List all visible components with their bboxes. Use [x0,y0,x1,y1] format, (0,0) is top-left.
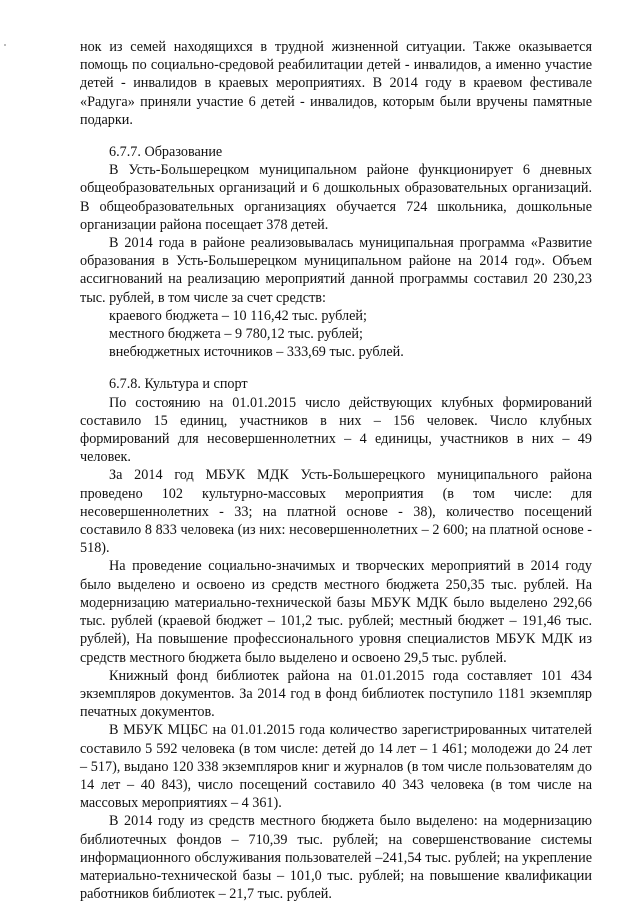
list-item-regional-budget: краевого бюджета – 10 116,42 тыс. рублей; [109,307,367,324]
paragraph-book-fund: Книжный фонд библиотек района на 01.01.2015 года составляет 101 434 экземпляров документов. За 2014 год в фонд библиотек поступило 1181 экземпляр печатных документов. [80,667,592,721]
scan-mark [4,44,6,46]
document-page [80,38,592,903]
list-item-extrabudgetary: внебюджетных источников – 333,69 тыс. рублей. [109,344,404,361]
paragraph-funding: На проведение социально-значимых и творческих мероприятий в 2014 году было выделено и освоено из средств местного бюджета 250,35 тыс. рублей. На модернизацию материально-технической базы МБУК МДК было выделено 292,66 тыс. рублей (краевой бюджет – 101,2 тыс. рублей; местный бюджет – 191,46 тыс. рублей), На повышение профессионального уровня специалистов МБУК МДК из средств местного бюджета было выделено и освоено 29,5 тыс. рублей. [80,558,592,666]
paragraph-mduk-events: За 2014 год МБУК МДК Усть-Большерецкого муниципального района проведено 102 культурно-массовых мероприятия (в том числе: для несовершеннолетних - 33; на платной основе - 38), количество посещений составило 8 833 человека (из них: несовершеннолетних – 2 600; на платной основе - 518). [80,467,592,557]
paragraph-education-organizations: В Усть-Большерецком муниципальном районе функционирует 6 дневных общеобразовательных организаций и 6 дошкольных образовательных организаций. В общеобразовательных организациях обучается 724 школьника, дошкольные организации района посещает 378 детей. [80,162,592,233]
paragraph-library-funding: В 2014 году из средств местного бюджета было выделено: на модернизацию библиотечных фондов – 710,39 тыс. рублей; на совершенствование системы информационного обслуживания пользователей –241,54 тыс. рублей; на укрепление материально-технической базы – 101,0 тыс. рублей; на повышение квалификации работников библиотек – 21,7 тыс. рублей. [80,813,592,903]
paragraph-readers: В МБУК МЦБС на 01.01.2015 года количество зарегистрированных читателей составило 5 592 человека (в том числе: детей до 14 лет – 1 461; молодежи до 24 лет – 517), выдано 120 338 экземпляров книг и журналов (в том числе пользователям до 14 лет – 40 843), число посещений составило 40 343 человека (в том числе на массовых мероприятиях – 4 361). [80,722,592,812]
section-heading-education: 6.7.7. Образование [109,144,223,161]
paragraph-club-formations: По состоянию на 01.01.2015 число действующих клубных формирований составило 15 единиц, участников в них – 156 человек. Число клубных формирований для несовершеннолетних – 4 единицы, участников в них – 49 человек. [80,394,592,466]
section-heading-culture-sport: 6.7.8. Культура и спорт [109,376,248,393]
paragraph-education-program: В 2014 года в районе реализовывалась муниципальная программа «Развитие образования в Усть-Большерецком муниципальном районе на 2014 год». Объем ассигнований на реализацию мероприятий данной программы составил 20 230,23 тыс. рублей, в том числе за счет средств: [80,235,592,306]
list-item-local-budget: местного бюджета – 9 780,12 тыс. рублей; [109,326,363,343]
paragraph-continuation: нок из семей находящихся в трудной жизненной ситуации. Также оказывается помощь по социально-средовой реабилитации детей - инвалидов, а именно участие детей - инвалидов в краевых мероприятиях. В 2014 году в краевом фестивале «Радуга» приняли участие 6 детей - инвалидов, которым были вручены памятные подарки. [80,39,592,128]
